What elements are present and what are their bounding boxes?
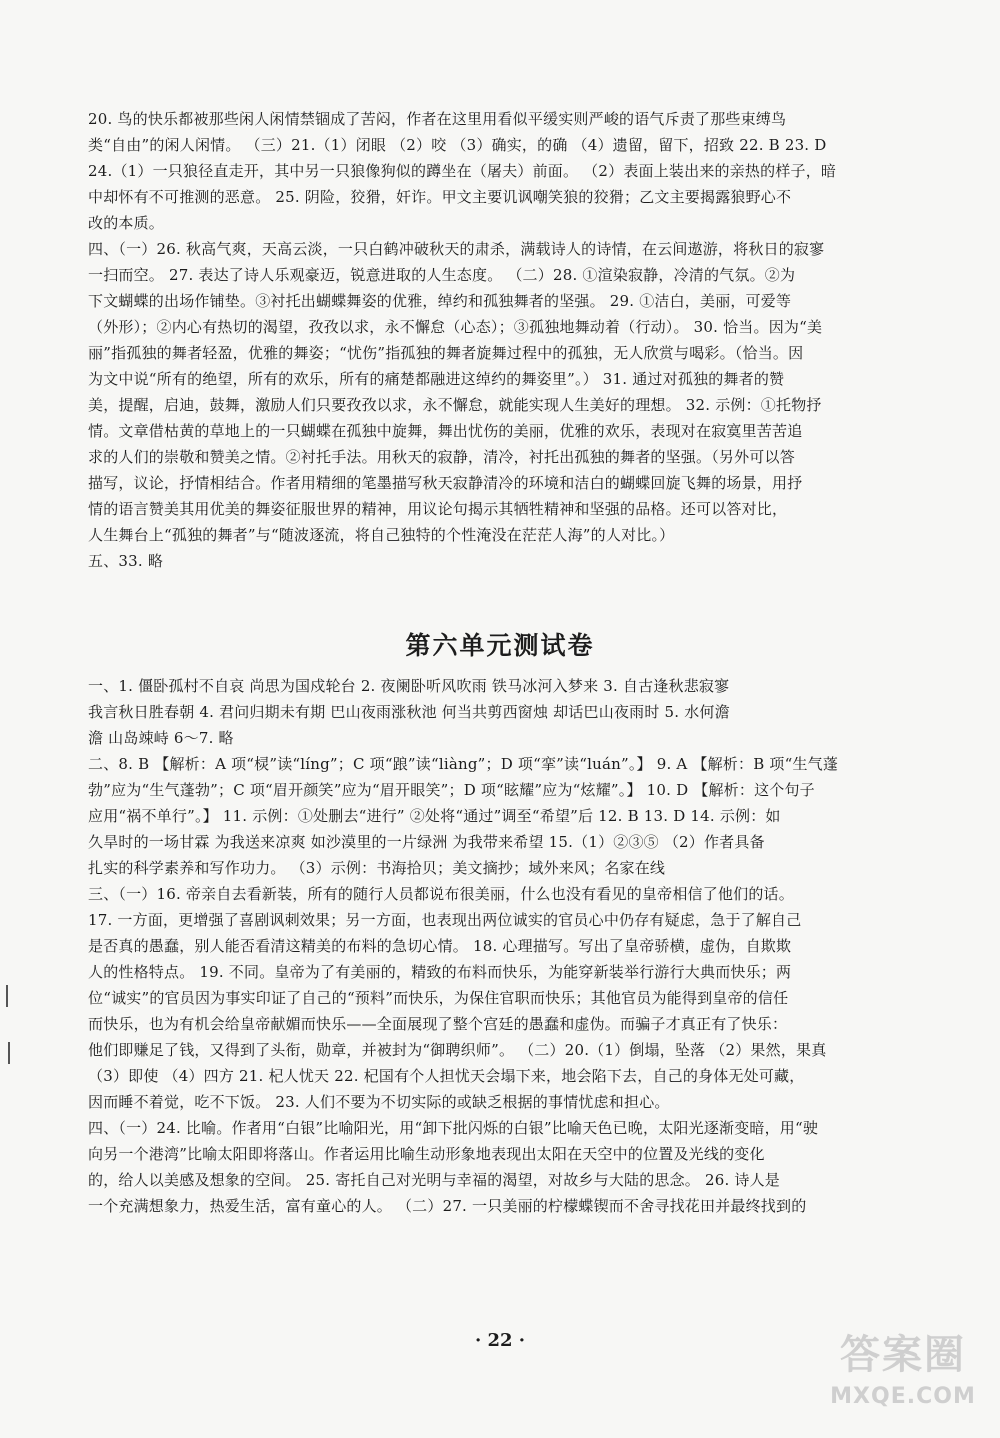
- text-line: 三、（一）16. 帝亲自去看新装，所有的随行人员都说布很美丽，什么也没有看见的皇帝相信了他们的话。: [88, 885, 794, 903]
- text-line: 扎实的科学素养和写作功力。 （3）示例：书海拾贝；美文摘抄；域外来风；名家在线: [88, 859, 666, 877]
- text-line: 久旱时的一场甘霖 为我送来凉爽 如沙漠里的一片绿洲 为我带来希望 15.（1）②③⑤ （2）作者具备: [88, 833, 765, 851]
- text-line: 是否真的愚蠢，别人能否看清这精美的布料的急切心情。 18. 心理描写。写出了皇帝骄横，虚伪，自欺欺: [88, 937, 792, 955]
- text-line: 而快乐，也为有机会给皇帝献媚而快乐——全面展现了整个宫廷的愚蠢和虚伪。而骗子才真正有了快乐：: [88, 1015, 788, 1033]
- text-line: 向另一个港湾”比喻太阳即将落山。作者运用比喻生动形象地表现出太阳在天空中的位置及光线的变化: [88, 1145, 765, 1163]
- watermark-logo: [818, 1328, 988, 1428]
- text-line: 澹 山岛竦峙 6～7. 略: [88, 729, 234, 747]
- text-line: 类“自由”的闲人闲情。 （三）21.（1）闭眼 （2）咬 （3）确实，的确 （4）遗留，留下，招致 22. B 23. D: [88, 136, 827, 154]
- text-line: 为文中说“所有的绝望，所有的欢乐，所有的痛楚都融进这绰约的舞姿里”。） 31. 通过对孤独的舞者的赞: [88, 370, 785, 388]
- previous-unit-answers: [88, 106, 910, 574]
- text-line: 因而睡不着觉，吃不下饭。 23. 人们不要为不切实际的或缺乏根据的事情忧虑和担心。: [88, 1093, 670, 1111]
- text-line: 勃”应为“生气蓬勃”；C 项“眉开颜笑”应为“眉开眼笑”；D 项“眩耀”应为“炫耀”。】 10. D 【解析：这个句子: [88, 781, 815, 799]
- text-line: 改的本质。: [88, 214, 165, 232]
- text-line: 中却怀有不可推测的恶意。 25. 阴险，狡猾，奸诈。甲文主要讥讽嘲笑狼的狡猾；乙文主要揭露狼野心不: [88, 188, 792, 206]
- text-line: 情的语言赞美其用优美的舞姿征服世界的精神，用议论句揭示其牺牲精神和坚强的品格。还可以答对比，: [88, 500, 788, 518]
- text-line: 四、（一）24. 比喻。作者用“白银”比喻阳光，用“卸下批闪烁的白银”比喻天色已晚，太阳光逐渐变暗，用“驶: [88, 1119, 819, 1137]
- text-line: （外形）；②内心有热切的渴望，孜孜以求，永不懈怠（心态）；③孤独地舞动着（行动）。 30. 恰当。因为“美: [88, 318, 823, 336]
- text-line: 求的人们的崇敬和赞美之情。②衬托手法。用秋天的寂静，清冷，衬托出孤独的舞者的坚强。（另外可以答: [88, 448, 795, 466]
- text-line: 应用“祸不单行”。】 11. 示例：①处删去“进行” ②处将“通过”调至“希望”后 12. B 13. D 14. 示例：如: [88, 807, 781, 825]
- watermark-bottom: MXQE.COM: [830, 1384, 976, 1409]
- text-line: 人生舞台上“孤独的舞者”与“随波逐流，将自己独特的个性淹没在茫茫人海”的人对比。）: [88, 526, 675, 544]
- text-line: 情。文章借枯黄的草地上的一只蝴蝶在孤独中旋舞，舞出忧伤的美丽，优雅的欢乐，表现对在寂寞里苦苦追: [88, 422, 803, 440]
- margin-mark: [8, 1042, 10, 1064]
- text-line: 位“诚实”的官员因为事实印证了自己的“预料”而快乐，为保住官职而快乐；其他官员为能得到皇帝的信任: [88, 989, 789, 1007]
- text-line: 一个充满想象力，热爱生活，富有童心的人。 （二）27. 一只美丽的柠檬蝶锲而不舍寻找花田并最终找到的: [88, 1197, 807, 1215]
- text-line: 的，给人以美感及想象的空间。 25. 寄托自己对光明与幸福的渴望，对故乡与大陆的思念。 26. 诗人是: [88, 1171, 780, 1189]
- text-line: 美，提醒，启迪，鼓舞，激励人们只要孜孜以求，永不懈怠，就能实现人生美好的理想。 32. 示例：①托物抒: [88, 396, 822, 414]
- section-title: 第六单元测试卷: [405, 631, 595, 660]
- text-line: 五、33. 略: [88, 552, 164, 570]
- margin-mark: [6, 985, 8, 1007]
- text-line: 他们即赚足了钱，又得到了头衔，勋章，并被封为“御聘织师”。 （二）20.（1）倒塌，坠落 （2）果然，果真: [88, 1041, 827, 1059]
- text-line: 24.（1）一只狼径直走开，其中另一只狼像狗似的蹲坐在（屠夫）前面。 （2）表面上装出来的亲热的样子，暗: [88, 162, 837, 180]
- text-line: 一、1. 僵卧孤村不自哀 尚思为国戍轮台 2. 夜阑卧听风吹雨 铁马冰河入梦来 3. 自古逢秋悲寂寥: [88, 677, 730, 695]
- page-number: · 22 ·: [474, 1330, 526, 1351]
- text-line: 人的性格特点。 19. 不同。皇帝为了有美丽的，精致的布料而快乐，为能穿新装举行游行大典而快乐；两: [88, 963, 792, 981]
- text-line: （3）即使 （4）四方 21. 杞人忧天 22. 杞国有个人担忧天会塌下来，地会陷下去，自己的身体无处可藏，: [88, 1067, 805, 1085]
- text-line: 描写，议论，抒情相结合。作者用精细的笔墨描写秋天寂静清冷的环境和洁白的蝴蝶回旋飞舞的场景，用抒: [88, 474, 803, 492]
- unit-six-answers: [88, 673, 910, 1219]
- text-line: 17. 一方面，更增强了喜剧讽刺效果；另一方面，也表现出两位诚实的官员心中仍存有疑虑，急于了解自己: [88, 911, 802, 929]
- text-line: 丽”指孤独的舞者轻盈，优雅的舞姿；“忧伤”指孤独的舞者旋舞过程中的孤独，无人欣赏与喝彩。（恰当。因: [88, 344, 804, 362]
- text-line: 我言秋日胜春朝 4. 君问归期未有期 巴山夜雨涨秋池 何当共剪西窗烛 却话巴山夜雨时 5. 水何澹: [88, 703, 730, 721]
- text-line: 20. 鸟的快乐都被那些闲人闲情禁锢成了苦闷，作者在这里用看似平缓实则严峻的语气斥责了那些束缚鸟: [88, 110, 787, 128]
- text-line: 二、8. B 【解析：A 项“棂”读“líng”；C 项“踉”读“liàng”；D 项“挛”读“luán”。】 9. A 【解析：B 项“生气蓬: [88, 755, 839, 773]
- text-line: 一扫而空。 27. 表达了诗人乐观豪迈，锐意进取的人生态度。 （二）28. ①渲染寂静，冷清的气氛。②为: [88, 266, 796, 284]
- watermark-top: 答案圈: [840, 1332, 966, 1378]
- text-line: 四、（一）26. 秋高气爽，天高云淡，一只白鹤冲破秋天的肃杀，满载诗人的诗情，在云间遨游，将秋日的寂寥: [88, 240, 825, 258]
- text-line: 下文蝴蝶的出场作铺垫。③衬托出蝴蝶舞姿的优雅，绰约和孤独舞者的坚强。 29. ①洁白，美丽，可爱等: [88, 292, 792, 310]
